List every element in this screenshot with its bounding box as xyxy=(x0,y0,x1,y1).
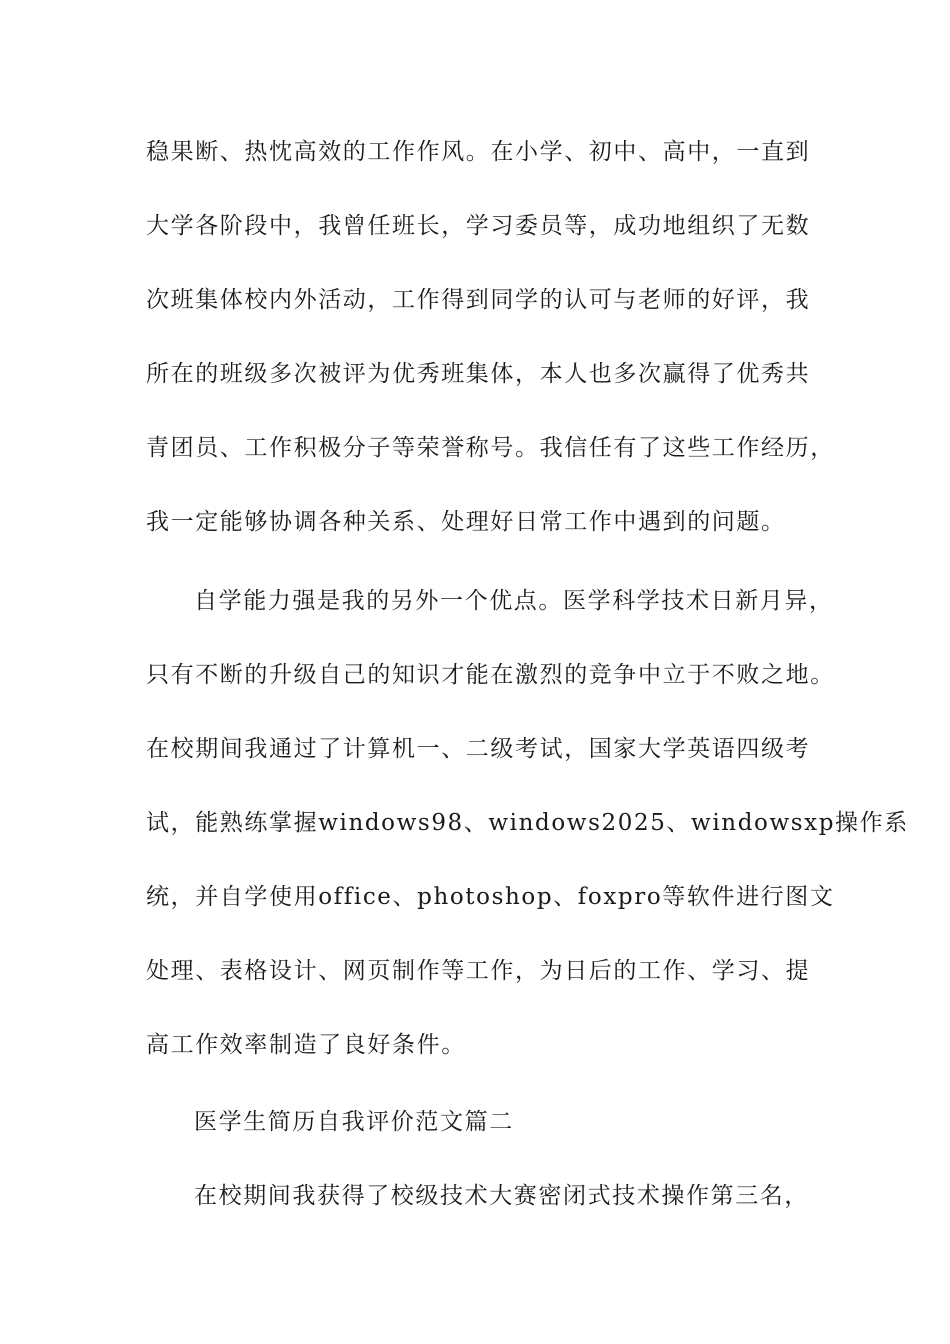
body-text-line: 试，能熟练掌握windows98、windows2025、windowsxp操作系 xyxy=(146,810,909,836)
body-text-line: 在校期间我通过了计算机一、二级考试，国家大学英语四级考 xyxy=(146,736,811,762)
section-heading: 医学生简历自我评价范文篇二 xyxy=(194,1109,514,1135)
body-text-line: 统，并自学使用office、photoshop、foxpro等软件进行图文 xyxy=(146,884,835,910)
paragraph-first-line: 在校期间我获得了校级技术大赛密闭式技术操作第三名， xyxy=(194,1183,809,1209)
body-text-line: 处理、表格设计、网页制作等工作，为日后的工作、学习、提 xyxy=(146,958,811,984)
body-text-line: 高工作效率制造了良好条件。 xyxy=(146,1032,466,1058)
paragraph-first-line: 自学能力强是我的另外一个优点。医学科学技术日新月异， xyxy=(194,588,834,614)
body-text-line: 次班集体校内外活动，工作得到同学的认可与老师的好评，我 xyxy=(146,287,811,313)
body-text-line: 青团员、工作积极分子等荣誉称号。我信任有了这些工作经历， xyxy=(146,435,835,461)
body-text-line: 所在的班级多次被评为优秀班集体，本人也多次赢得了优秀共 xyxy=(146,361,811,387)
body-text-line: 大学各阶段中，我曾任班长，学习委员等，成功地组织了无数 xyxy=(146,213,811,239)
body-text-line: 稳果断、热忱高效的工作作风。在小学、初中、高中，一直到 xyxy=(146,139,811,165)
body-text-line: 我一定能够协调各种关系、处理好日常工作中遇到的问题。 xyxy=(146,509,786,535)
body-text-line: 只有不断的升级自己的知识才能在激烈的竞争中立于不败之地。 xyxy=(146,662,835,688)
